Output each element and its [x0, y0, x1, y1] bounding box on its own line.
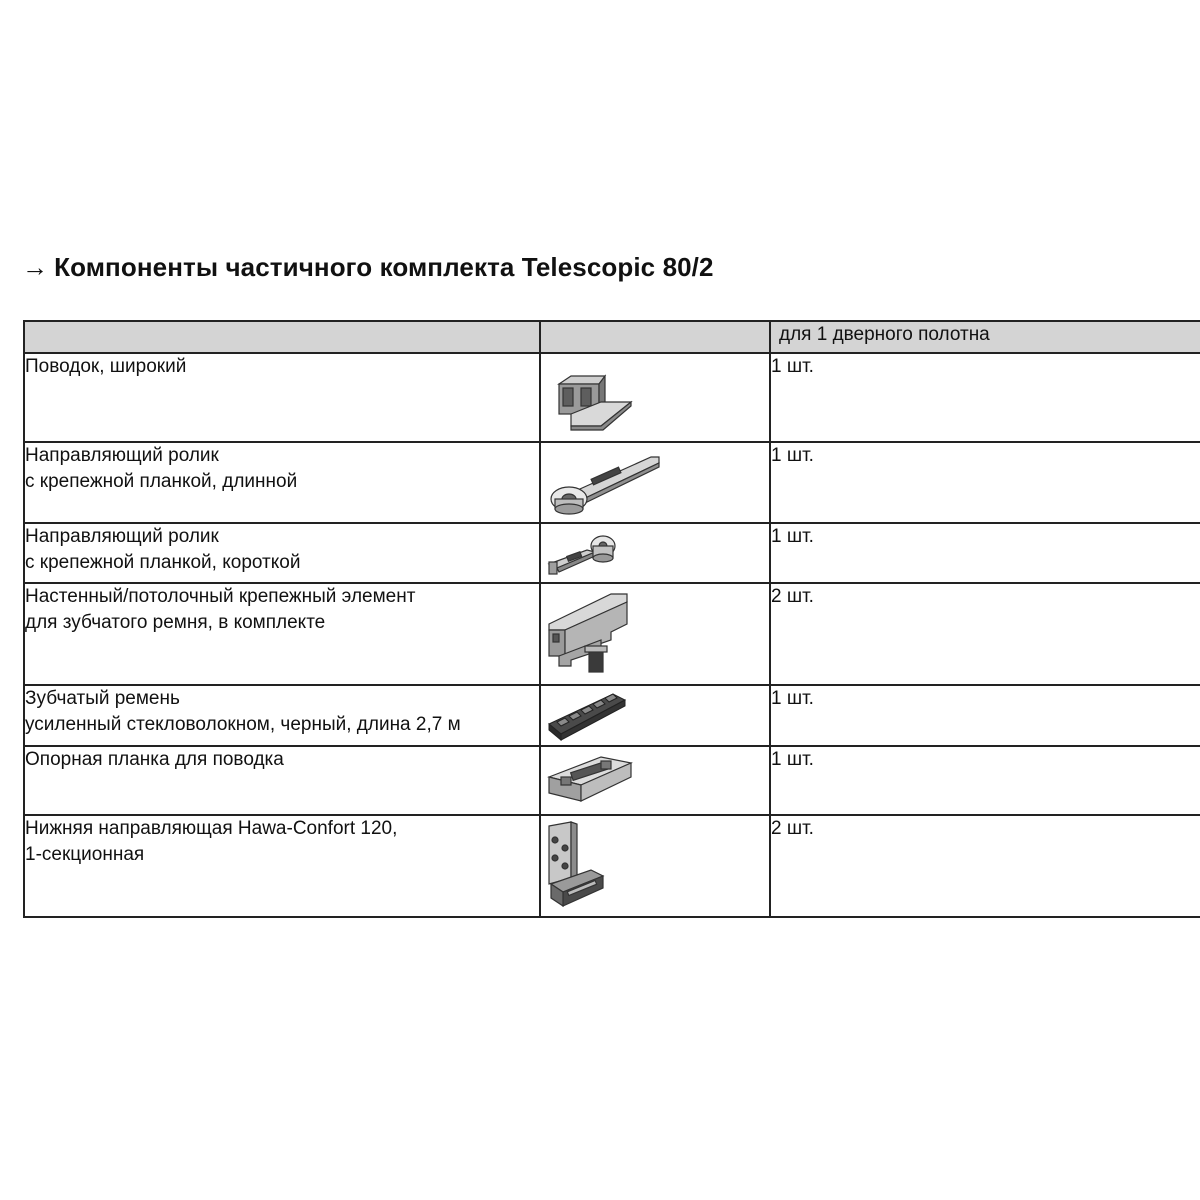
header-quantity: для 1 дверного полотна — [770, 321, 1200, 353]
component-image — [540, 685, 770, 746]
component-name: Направляющий ролик с крепежной планкой, длинной — [24, 442, 540, 523]
component-image — [540, 583, 770, 685]
guide-roller-short-plate-icon — [541, 524, 771, 581]
component-quantity: 2 шт. — [770, 583, 1200, 685]
table-row — [24, 442, 1200, 523]
component-name: Зубчатый ремень усиленный стекловолокном, черный, длина 2,7 м — [24, 685, 540, 746]
component-image — [540, 523, 770, 583]
header-image — [540, 321, 770, 353]
toothed-belt-icon — [541, 686, 771, 744]
table-row — [24, 583, 1200, 685]
page-title-text: Компоненты частичного комплекта Telescopic 80/2 — [54, 252, 714, 282]
component-quantity: 1 шт. — [770, 685, 1200, 746]
component-quantity: 1 шт. — [770, 523, 1200, 583]
guide-roller-long-plate-icon — [541, 443, 771, 521]
wide-carrier-icon — [541, 354, 771, 440]
bottom-guide-icon — [541, 816, 771, 915]
table-row — [24, 353, 1200, 442]
component-quantity: 2 шт. — [770, 815, 1200, 917]
component-image — [540, 815, 770, 917]
page-title — [22, 252, 714, 283]
component-name: Нижняя направляющая Hawa-Confort 120, 1-секционная — [24, 815, 540, 917]
component-name: Опорная планка для поводка — [24, 746, 540, 815]
header-name — [24, 321, 540, 353]
component-quantity: 1 шт. — [770, 442, 1200, 523]
component-image — [540, 442, 770, 523]
table-header-row — [24, 321, 1200, 353]
table-row — [24, 685, 1200, 746]
component-name: Направляющий ролик с крепежной планкой, короткой — [24, 523, 540, 583]
table-row — [24, 815, 1200, 917]
component-quantity: 1 шт. — [770, 746, 1200, 815]
component-image — [540, 746, 770, 815]
table-row — [24, 523, 1200, 583]
components-table — [23, 320, 1200, 918]
component-quantity: 1 шт. — [770, 353, 1200, 442]
component-name: Настенный/потолочный крепежный элемент для зубчатого ремня, в комплекте — [24, 583, 540, 685]
arrow-icon: → — [22, 252, 49, 282]
table-row — [24, 746, 1200, 815]
component-image — [540, 353, 770, 442]
carrier-support-plate-icon — [541, 747, 771, 813]
belt-fixing-element-icon — [541, 584, 771, 683]
component-name: Поводок, широкий — [24, 353, 540, 442]
